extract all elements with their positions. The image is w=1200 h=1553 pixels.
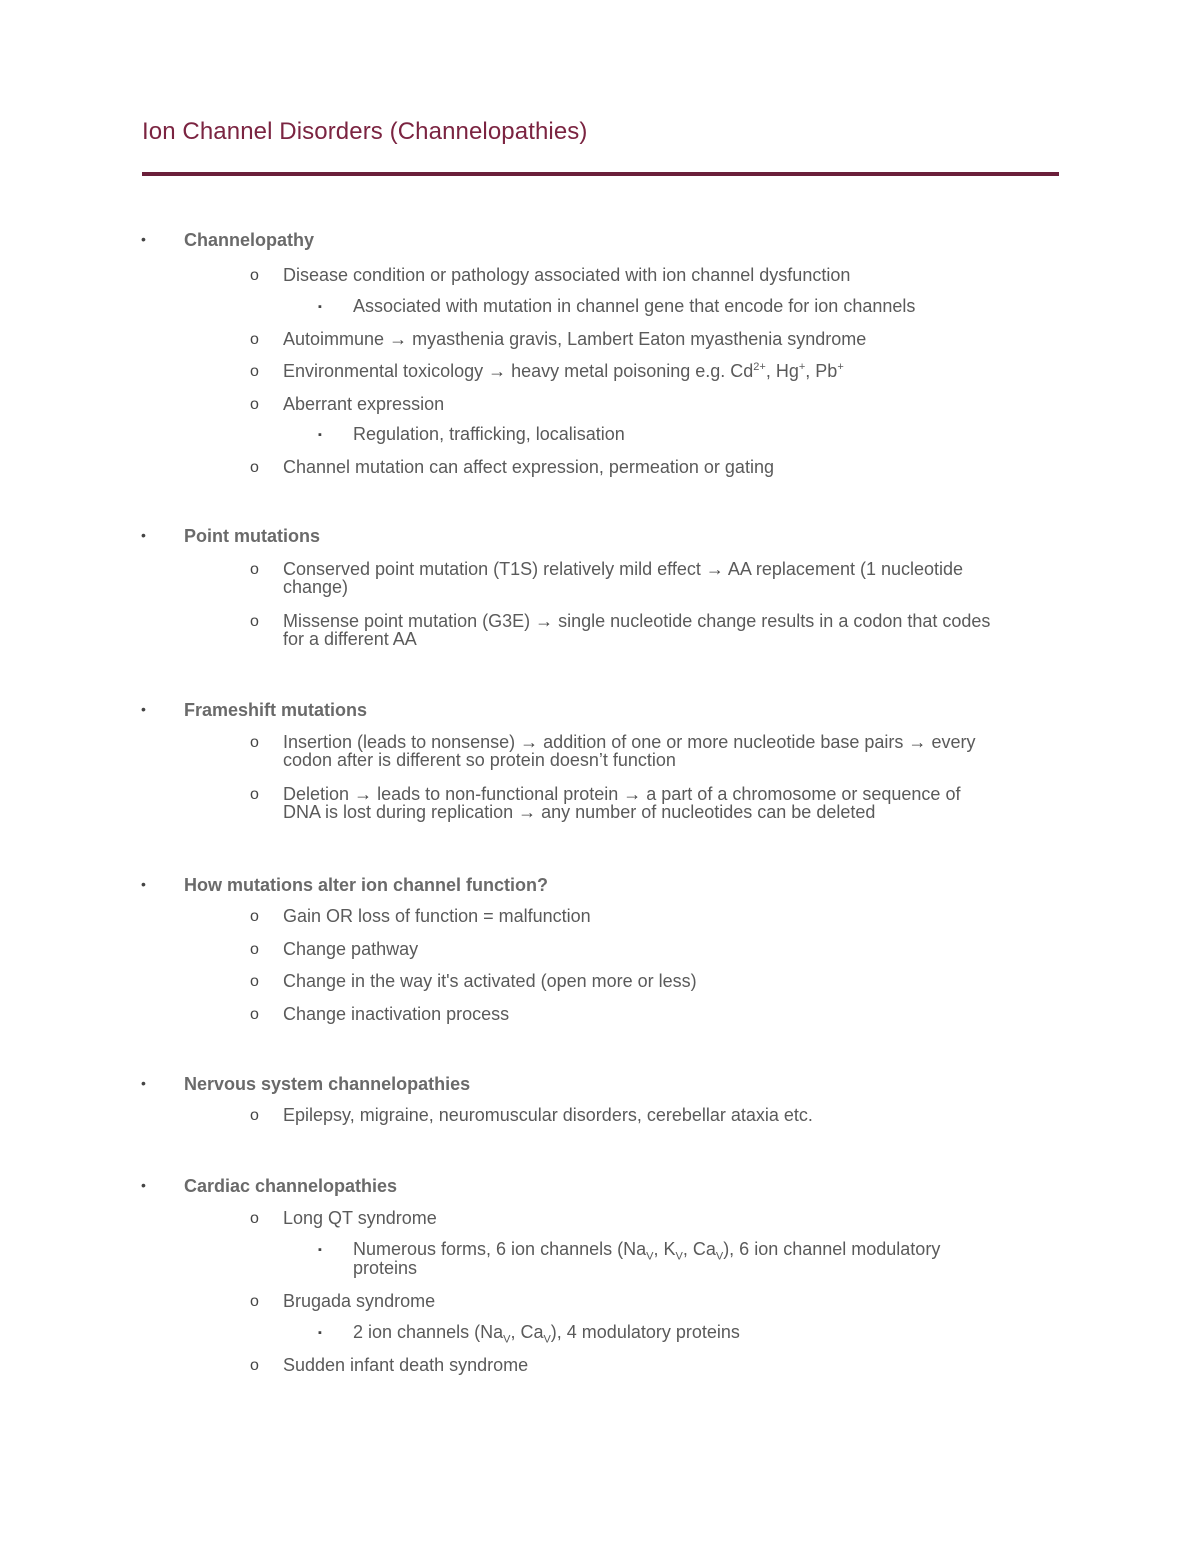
section-heading-frameshift: Frameshift mutations [184,700,368,720]
section-heading-point-mutations: Point mutations [184,526,320,546]
list-item: Numerous forms, 6 ion channels ($Na_V$, $K_V$, $Ca_V$), 6 ion channel modulatory [353,1239,941,1263]
list-item: Change pathway [283,939,419,959]
list-item: Disease condition or pathology associated with ion channel dysfunction [283,265,851,285]
arrow-icon: → [623,784,642,804]
list-item: Insertion (leads to nonsense) → addition of one or more nucleotide base pairs → every [283,732,976,752]
section-heading-cardiac: Cardiac channelopathies [184,1176,398,1196]
sub-bullet-marker: o [250,613,259,630]
sub-bullet-marker: o [250,1107,259,1124]
sub-bullet-marker: o [250,331,259,348]
list-item: Regulation, trafficking, localisation [353,424,625,444]
list-item: Associated with mutation in channel gene that encode for ion channels [353,296,916,316]
sub-bullet-marker: o [250,1006,259,1023]
sub-bullet-marker: o [250,973,259,990]
arrow-icon: → [705,559,724,579]
list-item-continuation: change) [283,577,349,597]
list-item: Change inactivation process [283,1004,510,1024]
bullet-marker: • [141,876,146,892]
title-divider [142,172,1059,176]
sub-bullet-marker: o [250,734,259,751]
list-item-continuation: codon after is different so protein doesn’t function [283,750,676,770]
list-item: Epilepsy, migraine, neuromuscular disorders, cerebellar ataxia etc. [283,1105,813,1125]
sub-sub-bullet-marker: ▪ [318,301,322,313]
list-item: Long QT syndrome [283,1208,437,1228]
list-item: Brugada syndrome [283,1291,436,1311]
sub-bullet-marker: o [250,908,259,925]
bullet-marker: • [141,231,146,247]
bullet-marker: • [141,1075,146,1091]
list-item: Conserved point mutation (T1S) relatively mild effect → AA replacement (1 nucleotide [283,559,964,579]
sub-bullet-marker: o [250,396,259,413]
list-item: Environmental toxicology → heavy metal poisoning e.g. $Cd^{2+}$, Hg+, Pb+ [283,361,844,381]
list-item: Change in the way it's activated (open more or less) [283,971,697,991]
bullet-marker: • [141,701,146,717]
sub-bullet-marker: o [250,363,259,380]
arrow-icon: → [518,802,537,822]
list-item-continuation: for a different AA [283,629,417,649]
bullet-marker: • [141,1177,146,1193]
sub-bullet-marker: o [250,786,259,803]
list-item: Deletion → leads to non-functional protein → a part of a chromosome or sequence of [283,784,961,804]
list-item: Gain OR loss of function = malfunction [283,906,591,926]
list-item: Sudden infant death syndrome [283,1355,529,1375]
arrow-icon: → [908,732,927,752]
sub-bullet-marker: o [250,459,259,476]
bullet-marker: • [141,527,146,543]
sub-sub-bullet-marker: ▪ [318,1244,322,1256]
section-heading-how-mutations: How mutations alter ion channel function? [184,875,549,895]
sub-bullet-marker: o [250,1210,259,1227]
list-item-continuation: DNA is lost during replication → any number of nucleotides can be deleted [283,802,876,822]
list-item: Autoimmune → myasthenia gravis, Lambert Eaton myasthenia syndrome [283,329,867,349]
sub-bullet-marker: o [250,561,259,578]
sub-bullet-marker: o [250,267,259,284]
page-title: Ion Channel Disorders (Channelopathies) [142,118,588,145]
arrow-icon: → [389,329,408,349]
list-item: Aberrant expression [283,394,445,414]
list-item: Channel mutation can affect expression, permeation or gating [283,457,774,477]
arrow-icon: → [520,732,539,752]
list-item: 2 ion channels ($Na_V$, $Ca_V$), 4 modulatory proteins [353,1322,740,1346]
sub-sub-bullet-marker: ▪ [318,1327,322,1339]
section-heading-nervous-system: Nervous system channelopathies [184,1074,471,1094]
sub-bullet-marker: o [250,941,259,958]
section-heading-channelopathy: Channelopathy [184,230,315,250]
sub-sub-bullet-marker: ▪ [318,429,322,441]
list-item-continuation: proteins [353,1258,418,1278]
arrow-icon: → [354,784,373,804]
sub-bullet-marker: o [250,1293,259,1310]
arrow-icon: → [488,361,507,381]
list-item: Missense point mutation (G3E) → single nucleotide change results in a codon that codes [283,611,991,631]
sub-bullet-marker: o [250,1357,259,1374]
arrow-icon: → [535,611,554,631]
